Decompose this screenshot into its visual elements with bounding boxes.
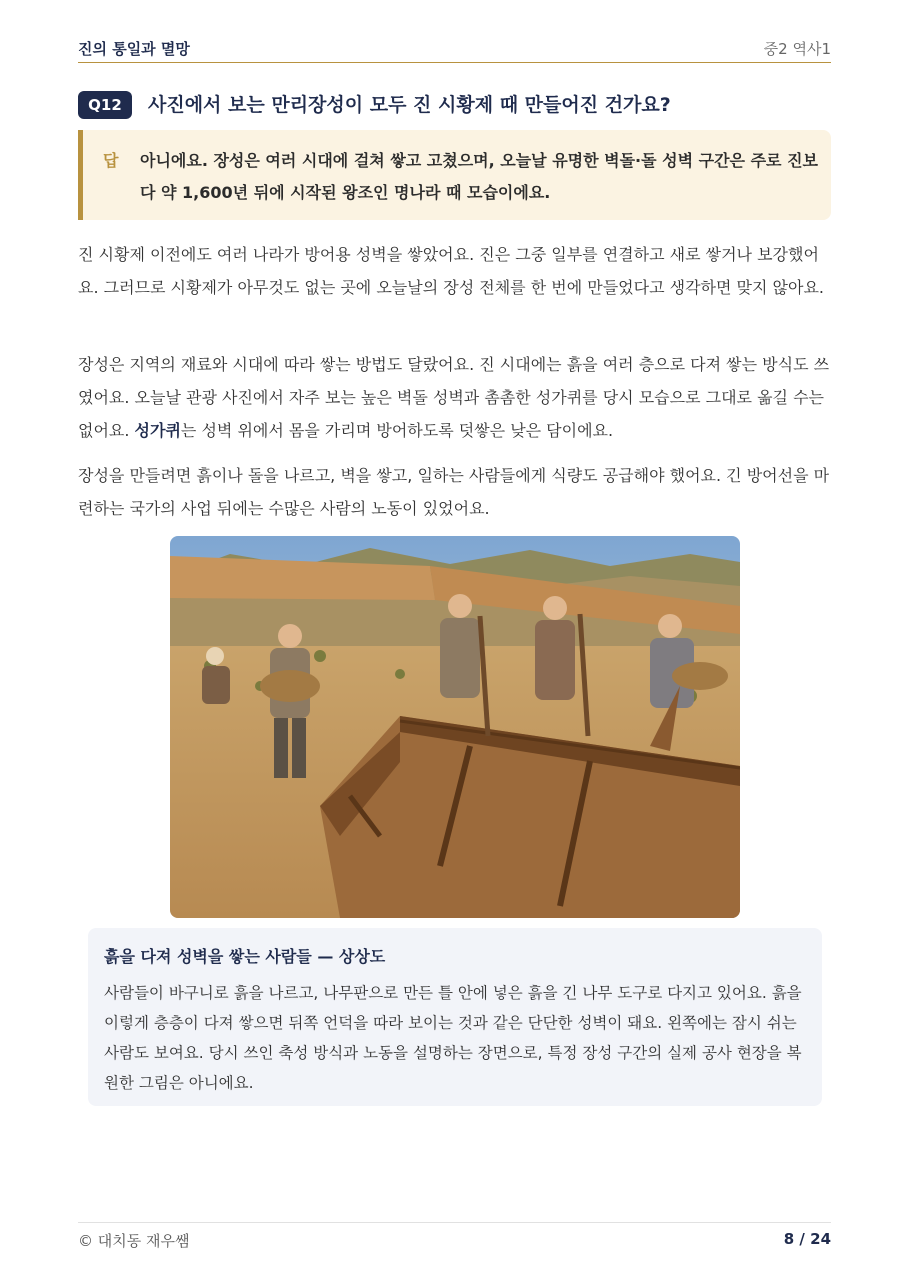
subject-label: 중2 역사1 [763,40,831,58]
page-header [78,36,831,63]
question-number-badge: Q12 [78,91,132,119]
answer-text: 아니에요. 장성은 여러 시대에 걸쳐 쌓고 고쳤으며, 오늘날 유명한 벽돌·돌 성벽 구간은 주로 진보다 약 1,600년 뒤에 시작된 왕조인 명나라 때 모습이에요. [140,151,818,202]
term-seonggakwi: 성가퀴 [134,421,181,440]
caption-title: 흙을 다져 성벽을 쌓는 사람들 — 상상도 [104,947,386,966]
question-text: 사진에서 보는 만리장성이 모두 진 시황제 때 만들어진 건가요? [148,94,671,116]
figure-caption-box [88,928,822,1106]
answer-label: 답 [103,151,119,170]
paragraph-3: 장성을 만들려면 흙이나 돌을 나르고, 벽을 쌓고, 일하는 사람들에게 식량도 공급해야 했어요. 긴 방어선을 마련하는 국가의 사업 뒤에는 수많은 사람의 노동이 있었어요. [78,466,830,518]
answer-box [78,130,831,220]
question-row [78,90,831,122]
copyright-text: © 대치동 재우쌤 [78,1232,190,1250]
caption-text: 사람들이 바구니로 흙을 나르고, 나무판으로 만든 틀 안에 넣은 흙을 긴 나무 도구로 다지고 있어요. 흙을 이렇게 층층이 다져 쌓으면 뒤쪽 언덕을 따라 보이는 것과 같은 단단한 성벽이 돼요. 왼쪽에는 잠시 쉬는 사람도 보여요. 당시 쓰인 축성 방식과 노동을 설명하는 장면으로, 특정 장성 구간의 실제 공사 현장을 복원한 그림은 아니에요. [104,984,802,1092]
chapter-title: 진의 통일과 멸망 [78,40,190,58]
rammed-earth-illustration [170,536,740,918]
page-number: 8 / 24 [783,1230,831,1248]
page-footer [78,1222,831,1253]
paragraph-1: 진 시황제 이전에도 여러 나라가 방어용 성벽을 쌓았어요. 진은 그중 일부를 연결하고 새로 쌓거나 보강했어요. 그러므로 시황제가 아무것도 없는 곳에 오늘날의 장성 전체를 한 번에 만들었다고 생각하면 맞지 않아요. [78,245,824,297]
paragraph-2 [78,348,838,447]
paragraph-2-text-b: 는 성벽 위에서 몸을 가리며 방어하도록 덧쌓은 낮은 담이에요. [180,421,614,440]
paragraph-2-text-a: 장성은 지역의 재료와 시대에 따라 쌓는 방법도 달랐어요. 진 시대에는 흙을 여러 층으로 다져 쌓는 방식도 쓰였어요. 오늘날 관광 사진에서 자주 보는 높은 벽돌 성벽과 촘촘한 성가퀴를 당시 모습으로 그대로 옮길 수는 없어요. [78,355,830,440]
